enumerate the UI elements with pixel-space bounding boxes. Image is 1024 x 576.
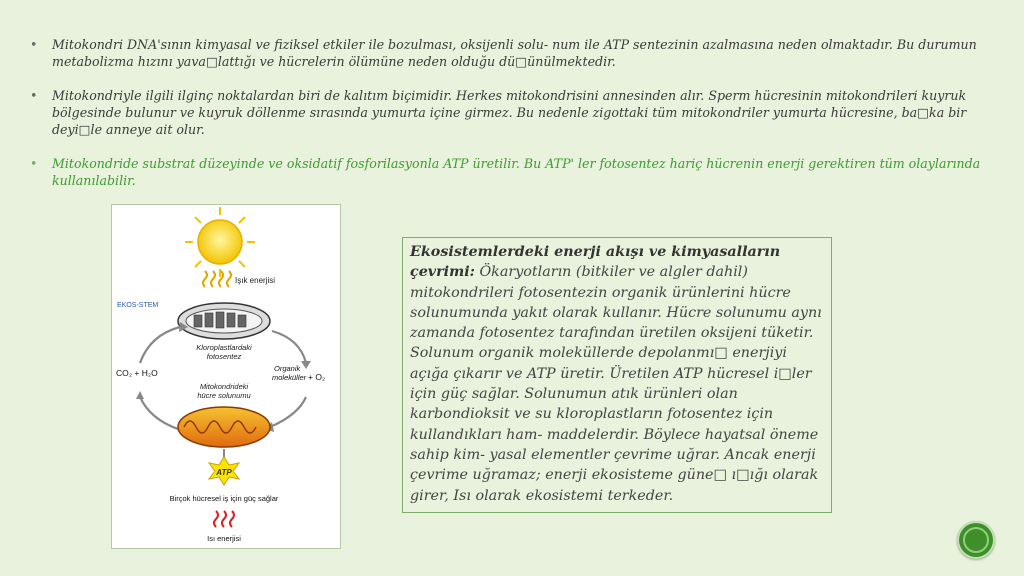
energy-flow-diagram <box>112 205 340 548</box>
heat-energy-label: Isı enerjisi <box>207 534 241 543</box>
heat-waves-icon <box>214 511 234 527</box>
bullet-item-highlight: • Mitokondride substrat düzeyinde ve oksidatif fosforilasyonla ATP üretilir. Bu ATP' ler fotosentez hariç hücrenin enerji gerektiren tüm olaylarında kullanılabilir. <box>30 156 981 188</box>
co2-water-label: CO₂ + H₂O <box>116 368 158 378</box>
chloroplast-icon <box>178 303 270 339</box>
light-waves-icon <box>203 271 231 287</box>
brand-label: EKOS-STEM <box>117 302 159 309</box>
textbox-title: Ekosistemlerdeki enerji akışı ve kimyasalların çevrimi: <box>410 244 781 281</box>
energy-flow-textbox <box>402 237 832 513</box>
oxygen-label: + O₂ <box>308 372 326 382</box>
energy-flow-figure <box>111 204 341 549</box>
mitochondria-label: hücre solunumu <box>197 391 251 400</box>
chloroplast-label: fotosentez <box>206 352 242 361</box>
bullet-item: • Mitokondri DNA'sının kimyasal ve fiziksel etkiler ile bozulması, oksijenli solu- num ile ATP sentezinin azalmasına neden olmaktadır. Bu durumun metabolizma hızını yava□lattığı ve hücrelerin ölümüne neden olduğu dü□ünülmektedir. <box>30 37 977 69</box>
chloroplast-label: Kloroplastlardaki <box>196 343 252 352</box>
organic-molecules-label: Organik <box>274 364 301 373</box>
light-energy-label: Işık enerjisi <box>235 276 276 285</box>
cellular-work-label: Birçok hücresel iş için güç sağlar <box>169 494 279 503</box>
mitochondrion-icon <box>178 407 270 447</box>
sun-icon <box>185 207 255 277</box>
next-slide-button[interactable] <box>957 521 995 559</box>
atp-label: ATP <box>216 468 232 477</box>
bullet-list <box>30 36 990 206</box>
mitochondria-label: Mitokondrideki <box>199 382 249 391</box>
bullet-item: • Mitokondriyle ilgili ilginç noktalardan biri de kalıtım biçimidir. Herkes mitokondrisini annesinden alır. Sperm hücresinin mitokondrileri kuyruk bölgesinde bulunur ve kuyruk döllenme sırasında yumurta içine girmez. Bu nedenle zigottaki tüm mitokondriler yumurta hücresine, ba□ka bir deyi□le anneye ait olur. <box>30 88 967 137</box>
organic-molecules-label: moleküller <box>272 373 307 382</box>
textbox-body: Ökaryotların (bitkiler ve algler dahil) mitokondrileri fotosentezin organik ürünlerini hücre solunumunda yakıt olarak kullanır. Hücre solunumu aynı zamanda fotosentez tarafından üretilen oksijeni tüketir. Solunum organik moleküllerde depolanmı□ enerjiyi açığa çıkarır ve ATP üretir. Üretilen ATP hücresel i□ler için güç sağlar. Solunumun atık ürünleri olan karbondioksit ve su kloroplastların fotosentez için kullandıkları ham- maddelerdir. Böylece hayatsal öneme sahip kim- yasal elementler çevrime uğrar. Ancak enerji çevrime uğramaz; enerji ekosisteme güne□ ı□ığı olarak girer, Isı olarak ekosistemi terkeder. <box>410 264 822 504</box>
